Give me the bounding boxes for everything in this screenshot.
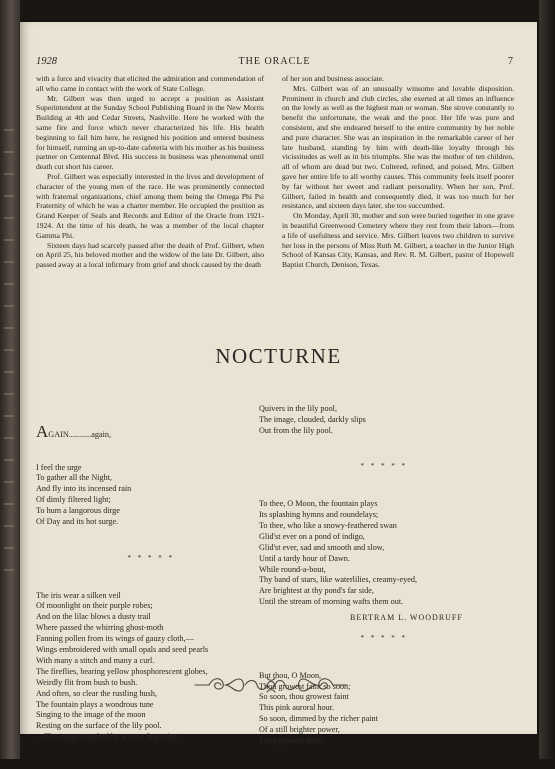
poem-line: Weirdly flit from bush to bush. <box>36 677 138 687</box>
header-title: THE ORACLE <box>238 56 311 67</box>
poem-column-right <box>259 382 509 769</box>
page-edge-shadow <box>539 0 555 759</box>
poem-title: NOCTURNE <box>215 344 342 368</box>
page-number: 7 <box>508 56 513 67</box>
poem-line: Out from the lily pool. <box>259 425 333 435</box>
drop-cap: A <box>36 421 49 441</box>
poem-line: The fireflies, bearing yellow phosphorescent globes, <box>36 666 208 676</box>
poem-line: Of moonlight on their purple robes; <box>36 601 153 611</box>
poem-line: Of dimly filtered light; <box>36 495 111 505</box>
poem-stanza <box>259 404 509 437</box>
poem-line: To thee, O Moon, the fountain plays <box>259 499 378 509</box>
poem-line: Its splashing hymns and roundelays; <box>259 509 379 519</box>
poem-line: To gather all the Night, <box>36 473 113 483</box>
poem-line: This pink auroral hour. <box>259 703 335 713</box>
poem-line: —The image, touched by watery fingertips, <box>36 732 180 742</box>
poem-line: To thee, who like a snowy-feathered swan <box>259 520 397 530</box>
poem-stanza <box>259 499 509 608</box>
stanza-separator: * * * * * <box>360 462 408 471</box>
article-paragraph: Mrs. Gilbert was of an unusually winsome and lovable disposition. Prominent in church and club circles, she exerted at all times an influence on the lowly as well as the highest man or woman. She strove constantly to benefit the unfortunate, the weak and the poor. Her life was pure and consistent, and she endeared herself to the entire community by her noble and pure character. She was an inspiration in the remarkable career of her late husband, standing by him with death-like loyalty through his vicissitudes as well as in his triumphs. She was the mother of ten children, all of whom are dead but two. Cultered, refined, and poised, Mrs. Gilbert gave her entire life to all worthy causes. This community feels itself poorer by far without her sweet and radiant personality. When her son, Prof. Gilbert, failed in health and consequently died, it was too much for her resistance, and sixteen days later, she too succumbed. <box>282 83 514 211</box>
poem-line: Quivers in the lily pool, <box>259 403 338 413</box>
poem-author: BERTRAM L. WOODRUFF <box>350 613 463 622</box>
poem-line: Are brightest at thy pond's far side, <box>259 586 374 596</box>
poem-line: Thou growest faint so soon; <box>259 681 351 691</box>
poem-line: Until the stream of morning wafts them out. <box>259 597 404 607</box>
article-paragraph: with a force and vivacity that elicited the admiration and commendation of all who came in contact with the work of State College. <box>36 74 264 93</box>
article-paragraph: On Monday, April 30, mother and son were buried together in one grave in beautiful Greenwood Cemetery where they rest from their labors—from a life of usefulness and service. Mrs. Gilbert leaves two children to survive her loss in the persons of Miss Ruth M. Gilbert, a teacher in the Junior High School of Kansas City, Kansas, and Rev. R. M. Gilbert, pastor of Hopewell Baptist Church, Denison, Texas. <box>282 211 514 270</box>
poem-line: To hum a langorous dirge <box>36 506 120 516</box>
poem-line: Singing to the image of the moon <box>36 710 146 720</box>
poem-line: Wings embroidered with small opals and seed pearls <box>36 645 209 655</box>
poem-line: Of a still brighter power, <box>259 725 340 735</box>
scroll-ornament <box>191 674 351 696</box>
poem-line: The iris wear a silken veil <box>36 590 121 600</box>
poem-line: So soon, thou growest faint <box>259 692 349 702</box>
poem-column-left <box>36 404 266 765</box>
binding-thread-marks <box>4 120 14 590</box>
poem-line: And often, so clear the rustling hush, <box>36 688 157 698</box>
article-paragraph: Sixteen days had scarcely passed after the death of Prof. Gilbert, when on April 25, his beloved mother and the widow of the late Dr. Gilbert, also passed away at a local infirmary from grief and shock caused by the death <box>36 240 264 270</box>
article-paragraph: of her son and business associate. <box>282 74 385 83</box>
poem-line: Of Day and its hot surge. <box>36 517 119 527</box>
poem-line: While round-a-bout, <box>259 564 326 574</box>
poem-line: Resting on the surface of the lily pool. <box>36 721 162 731</box>
stanza-separator: * * * * * <box>127 553 175 562</box>
poem-first-line <box>36 421 266 441</box>
article-column-left <box>36 74 264 270</box>
poem-line: With many a stitch and many a curl. <box>36 655 155 665</box>
book-binding <box>0 0 20 759</box>
poem-line: Thy band of stars, like waterlilies, creamy-eyed, <box>259 575 418 585</box>
poem-line: And fly into its incensed rain <box>36 484 132 494</box>
poem-stanza <box>36 591 266 744</box>
poem-line: I feel the urge <box>36 462 82 472</box>
header-year: 1928 <box>36 56 57 67</box>
poem-line: Glid'st ever on a pond of indigo, <box>259 531 365 541</box>
stanza-separator: * * * * * <box>360 633 408 642</box>
poem-line: So soon, dimmed by the richer paint <box>259 714 378 724</box>
poem-stanza <box>36 463 266 528</box>
poem-line: Glid'st ever, sad and smooth and slow, <box>259 542 385 552</box>
poem-line: Where passed the whirring ghost-moth <box>36 623 164 633</box>
poem-line: The image, clouded, darkly slips <box>259 414 366 424</box>
poem-line: The fountain plays a wondrous tune <box>36 699 154 709</box>
poem-line: But thou, O Moon, <box>259 670 322 680</box>
article-paragraph: Mr. Gilbert was then urged to accept a position as Assistant Superintendent at the Sunday School Publishing Board in the New Morris Building at 4th and Cedar Streets, Nashville. Here he worked with the same fire and force which never characterized his life. His health beginning to fail him here, he resigned his position and entered business for himself, running an up-to-date cafeteria with his mother as his business partner on Centennal Blvd. His success in business was phenomenal until death cut short his career. <box>36 93 264 172</box>
running-header <box>36 56 513 70</box>
poem-line: Fanning pollen from its wings of gauzy cloth,— <box>36 634 194 644</box>
poem-line: And on the lilac blows a dusty trail <box>36 612 151 622</box>
article-paragraph: Prof. Gilbert was especially interested in the lives and development of character of the young men of the race. He was prominently connected with fraternal organizations, chief among them being the Omega Phi Psi Fraternity of which he was a charter member. He occupied the position as Grand Keeper of Seals and Records and Editor of the Oracle from 1921-1924. At the time of his death, he was a member of the local chapter Gamma Phi. <box>36 171 264 240</box>
poem-line: Thou growest faint. <box>259 736 324 746</box>
poem-line: Until a tardy hour of Dawn. <box>259 553 350 563</box>
poem-line: GAIN...........again, <box>48 429 112 439</box>
article-column-right <box>282 74 514 270</box>
magazine-page <box>20 22 537 746</box>
